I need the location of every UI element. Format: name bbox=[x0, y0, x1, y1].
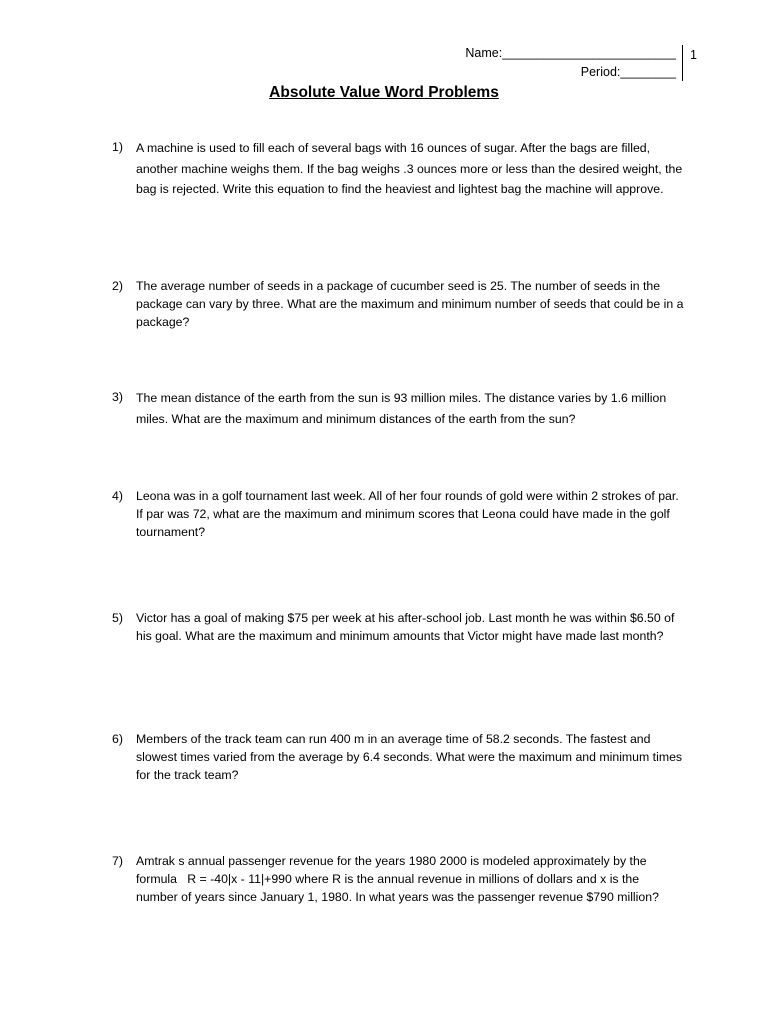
problem-text: A machine is used to fill each of several bags with 16 ounces of sugar. After the bags are filled, another machine weighs them. If the bag weighs .3 ounces more or less than the desired weight, the bag is rejected. Write this equation to find the heaviest and lightest bag the machine will approve. bbox=[136, 141, 683, 196]
problem-number: 5) bbox=[112, 611, 123, 625]
period-field: Period:________ bbox=[580, 65, 676, 79]
page-number: 1 bbox=[690, 48, 697, 62]
problem-text: The mean distance of the earth from the sun is 93 million miles. The distance varies by 1.6 million miles. What are the maximum and minimum distances of the earth from the sun? bbox=[136, 391, 667, 426]
problem-number: 1) bbox=[112, 140, 123, 154]
problem-number: 4) bbox=[112, 489, 123, 503]
name-field: Name:_________________________ bbox=[465, 46, 676, 60]
worksheet-title: Absolute Value Word Problems bbox=[269, 84, 499, 101]
problem-text: Members of the track team can run 400 m in an average time of 58.2 seconds. The fastest and slowest times varied from the average by 6.4 seconds. What were the maximum and minimum times for the track team? bbox=[136, 732, 683, 782]
problem-number: 6) bbox=[112, 732, 123, 746]
problem-text: Amtrak s annual passenger revenue for the years 1980 2000 is modeled approximately by the formula R = -40|x - 11|+990 where R is the annual revenue in millions of dollars and x is the number of years since January 1, 1980. In what years was the passenger revenue $790 million? bbox=[136, 854, 659, 904]
problem-number: 3) bbox=[112, 390, 123, 404]
header-divider bbox=[682, 45, 683, 81]
problem-text: Leona was in a golf tournament last week. All of her four rounds of gold were within 2 strokes of par. If par was 72, what are the maximum and minimum scores that Leona could have made in the golf tournament? bbox=[136, 489, 679, 539]
problem-number: 2) bbox=[112, 279, 123, 293]
problem-text: Victor has a goal of making $75 per week at his after-school job. Last month he was within $6.50 of his goal. What are the maximum and minimum amounts that Victor might have made last month? bbox=[136, 611, 675, 643]
problem-number: 7) bbox=[112, 854, 123, 868]
problem-text: The average number of seeds in a package of cucumber seed is 25. The number of seeds in the package can vary by three. What are the maximum and minimum number of seeds that could be in a package? bbox=[136, 279, 684, 329]
student-info-header bbox=[440, 46, 680, 86]
